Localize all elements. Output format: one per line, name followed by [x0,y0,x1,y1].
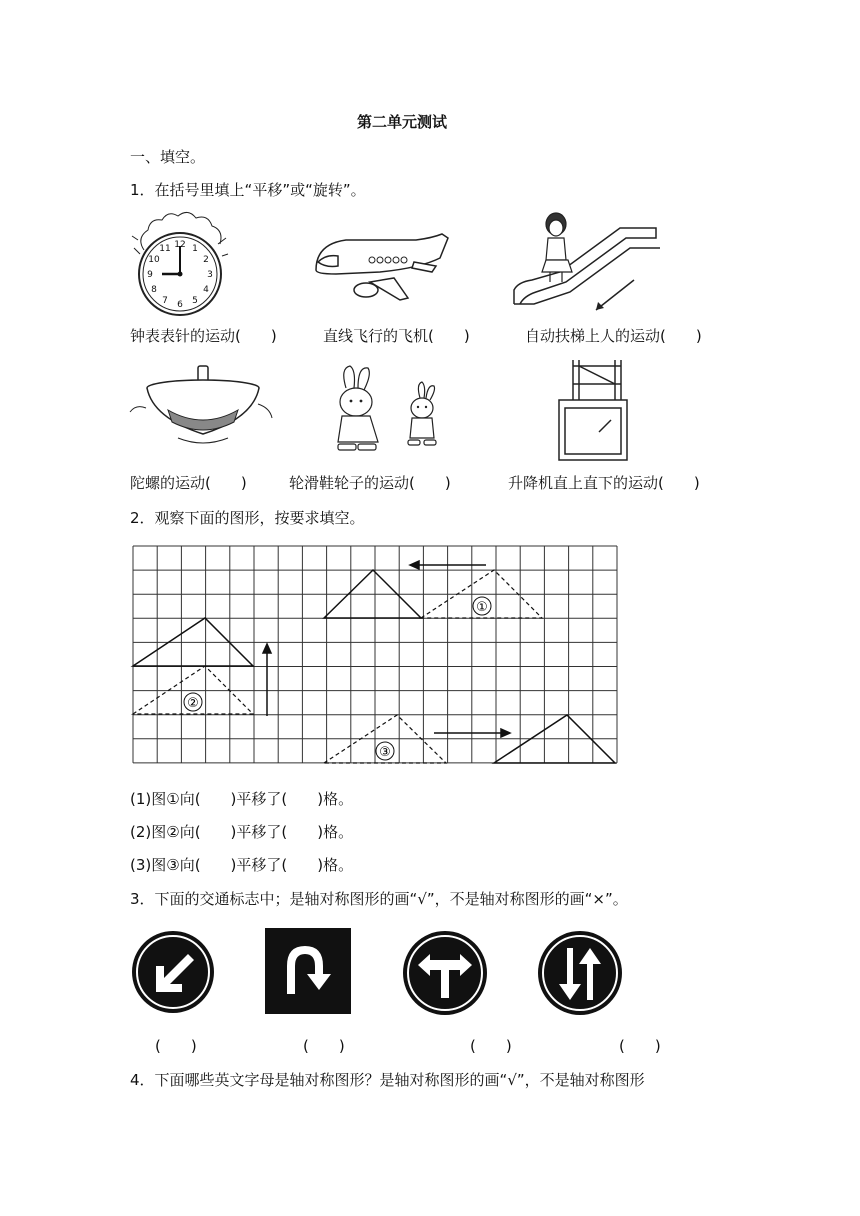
question-3-prompt: 3．下面的交通标志中；是轴对称图形的画“√”，不是轴对称图形的画“×”。 [130,890,628,908]
label-3: ③ [379,745,391,760]
clock-number: 10 [148,255,160,265]
rabbits-rollerskating-illustration [326,364,444,458]
clock-number: 2 [203,255,209,265]
q2-item-1: (1)图①向( )平移了( )格。 [130,790,354,808]
clock-number: 5 [192,295,198,306]
q1-item-escalator: 自动扶梯上人的运动( ) [525,327,702,345]
question-1-prompt: 1．在括号里填上“平移”或“旋转”。 [130,181,366,199]
clock-illustration [130,210,230,318]
label-1: ① [476,600,488,615]
question-4-prompt: 4．下面哪些英文字母是轴对称图形？是轴对称图形的画“√”，不是轴对称图形 [130,1071,645,1089]
arrow-left [410,561,419,569]
arrow-right [501,729,510,737]
sign-two-way-traffic-icon [537,930,623,1016]
clock-number: 6 [177,300,183,310]
label-2: ② [187,696,199,711]
clock-number: 1 [192,244,198,255]
spinning-top-illustration [128,364,276,448]
clock-number: 7 [162,295,168,306]
translation-grid [130,544,618,766]
q1-item-skates: 轮滑鞋轮子的运动( ) [289,474,451,492]
arrow-up [263,644,271,653]
escalator-illustration [512,210,660,320]
elevator-lift-illustration [555,358,639,462]
q1-item-clock: 钟表表针的运动( ) [130,327,277,345]
page-title: 第二单元测试 [357,113,448,131]
clock-number: 4 [203,285,209,295]
q3-blank-1: ( ) [155,1037,197,1055]
question-2-prompt: 2．观察下面的图形，按要求填空。 [130,509,365,527]
sign-u-turn-icon [265,928,351,1014]
clock-number: 11 [159,244,171,255]
q2-item-2: (2)图②向( )平移了( )格。 [130,823,354,841]
section-heading: 一、填空。 [130,148,206,166]
q1-item-airplane: 直线飞行的飞机( ) [323,327,470,345]
sign-arrow-down-left-icon [130,930,216,1014]
q1-item-lift: 升降机直上直下的运动( ) [508,474,700,492]
clock-number: 8 [151,285,157,295]
sign-left-right-turn-icon [402,930,488,1016]
clock-number: 12 [174,240,186,250]
q3-blank-4: ( ) [619,1037,661,1055]
clock-number: 3 [207,270,213,280]
airplane-illustration [310,232,452,312]
clock-number: 9 [147,270,153,280]
q1-item-top: 陀螺的运动( ) [130,474,247,492]
q3-blank-3: ( ) [470,1037,512,1055]
q3-blank-2: ( ) [303,1037,345,1055]
q2-item-3: (3)图③向( )平移了( )格。 [130,856,354,874]
